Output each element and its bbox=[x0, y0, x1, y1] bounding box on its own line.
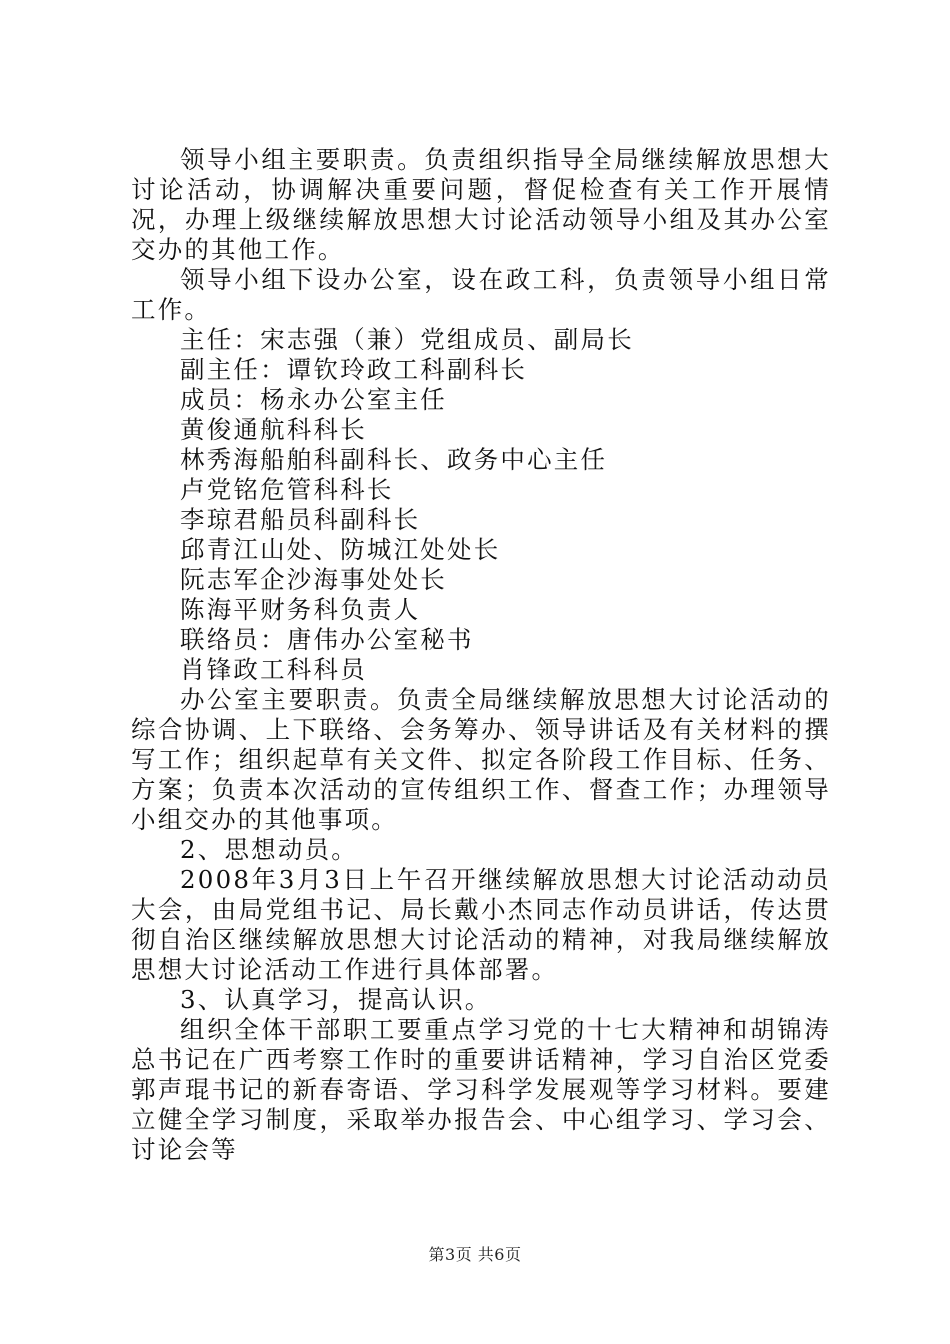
paragraph-member-5: 李琼君船员科副科长 bbox=[180, 505, 421, 534]
paragraph-member-4: 卢党铭危管科科长 bbox=[180, 475, 394, 504]
paragraph-study-content: 组织全体干部职工要重点学习党的十七大精神和胡锦涛总书记在广西考察工作时的重要讲话精神，学习自治区党委郭声琨书记的新春寄语、学习科学发展观等学习材料。要建立健全学习制度，采取举办报告会、中心组学习、学习会、讨论会等 bbox=[131, 1015, 831, 1164]
paragraph-member-1: 成员：杨永办公室主任 bbox=[180, 385, 447, 414]
paragraph-member-6: 邱青江山处、防城江处处长 bbox=[180, 535, 501, 564]
paragraph-deputy-director: 副主任：谭钦玲政工科副科长 bbox=[180, 355, 528, 384]
page-number: 第3页 共6页 bbox=[428, 1245, 522, 1264]
section-heading-mobilization: 2、思想动员。 bbox=[180, 835, 358, 864]
document-body bbox=[131, 145, 831, 1165]
paragraph-director: 主任：宋志强（兼）党组成员、副局长 bbox=[180, 325, 634, 354]
paragraph-office-duties: 办公室主要职责。负责全局继续解放思想大讨论活动的综合协调、上下联络、会务筹办、领导讲话及有关材料的撰写工作；组织起草有关文件、拟定各阶段工作目标、任务、方案；负责本次活动的宣传组织工作、督查工作；办理领导小组交办的其他事项。 bbox=[131, 685, 831, 834]
paragraph-member-7: 阮志军企沙海事处处长 bbox=[180, 565, 447, 594]
paragraph-mobilization-meeting: 2008年3月3日上午召开继续解放思想大讨论活动动员大会，由局党组书记、局长戴小杰同志作动员讲话，传达贯彻自治区继续解放思想大讨论活动的精神，对我局继续解放思想大讨论活动工作进行具体部署。 bbox=[131, 865, 831, 984]
paragraph-office-setup: 领导小组下设办公室，设在政工科，负责领导小组日常工作。 bbox=[131, 265, 831, 324]
paragraph-liaison-2: 肖锋政工科科员 bbox=[180, 655, 367, 684]
section-heading-study: 3、认真学习，提高认识。 bbox=[180, 985, 492, 1014]
paragraph-member-8: 陈海平财务科负责人 bbox=[180, 595, 421, 624]
page-footer bbox=[0, 1245, 950, 1265]
paragraph-leading-group-duties: 领导小组主要职责。负责组织指导全局继续解放思想大讨论活动，协调解决重要问题，督促检查有关工作开展情况，办理上级继续解放思想大讨论活动领导小组及其办公室交办的其他工作。 bbox=[131, 145, 831, 264]
paragraph-member-2: 黄俊通航科科长 bbox=[180, 415, 367, 444]
paragraph-member-3: 林秀海船舶科副科长、政务中心主任 bbox=[180, 445, 608, 474]
paragraph-liaison-1: 联络员：唐伟办公室秘书 bbox=[180, 625, 474, 654]
